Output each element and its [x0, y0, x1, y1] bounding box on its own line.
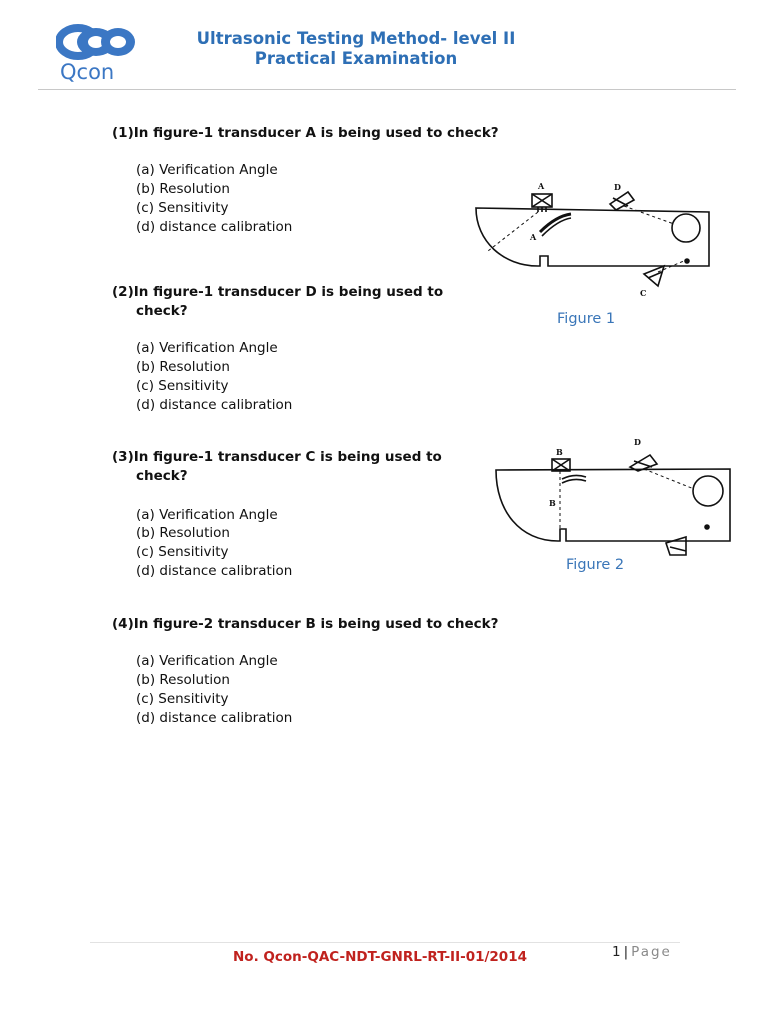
logo-text: Qcon: [60, 60, 115, 82]
document-code: No. Qcon-QAC-NDT-GNRL-RT-II-01/2014: [233, 949, 527, 965]
fig2-transducer-bottom: [666, 537, 686, 555]
fig1-hole: [672, 214, 700, 242]
question-1-text: (1)In figure-1 transducer A is being used to check?: [112, 125, 499, 141]
q3-option-c: (c) Sensitivity: [136, 544, 229, 560]
question-3-text: (3)In figure-1 transducer C is being used to: [112, 449, 442, 465]
fig1-test-block: [476, 208, 709, 266]
header-divider: [38, 89, 736, 90]
q2-option-b: (b) Resolution: [136, 359, 230, 375]
question-1: [112, 124, 499, 143]
fig2-reflector-arc: [562, 475, 586, 479]
question-2-text: (2)In figure-1 transducer D is being used to: [112, 284, 444, 300]
q1-option-c: (c) Sensitivity: [136, 200, 229, 216]
fig1-label-c: C: [640, 288, 647, 298]
q2-option-c: (c) Sensitivity: [136, 378, 229, 394]
q4-option-b: (b) Resolution: [136, 672, 230, 688]
fig2-label-b: B: [556, 447, 563, 457]
q1-option-a: (a) Verification Angle: [136, 162, 278, 178]
q4-option-c: (c) Sensitivity: [136, 691, 229, 707]
question-4: [112, 615, 498, 634]
fig1-reflector-arc: [540, 214, 571, 232]
fig1-transducer-d: [610, 192, 634, 210]
fig1-label-a-beam: A: [530, 232, 537, 242]
figure-1-caption: Figure 1: [557, 311, 616, 327]
figure-2-caption: Figure 2: [566, 557, 625, 573]
question-3: [112, 448, 442, 486]
question-2: [112, 283, 443, 321]
q1-option-b: (b) Resolution: [136, 181, 230, 197]
page-indicator: [612, 944, 672, 960]
q2-option-d: (d) distance calibration: [136, 397, 293, 413]
page-number: 1: [612, 944, 621, 960]
q4-option-a: (a) Verification Angle: [136, 653, 278, 669]
footer-divider: [90, 942, 680, 943]
q4-option-d: (d) distance calibration: [136, 710, 293, 726]
fig1-label-a: A: [538, 181, 545, 191]
q3-option-d: (d) distance calibration: [136, 563, 293, 579]
question-4-text: (4)In figure-2 transducer B is being used to check?: [112, 616, 499, 632]
q3-option-a: (a) Verification Angle: [136, 507, 278, 523]
fig2-beam-d: [644, 469, 694, 489]
question-2-text-cont: check?: [136, 303, 188, 319]
fig2-hole: [693, 476, 723, 506]
figure-1-diagram: [468, 176, 718, 306]
fig1-label-d: D: [614, 182, 621, 192]
fig1-beam-d: [624, 206, 674, 224]
q1-option-d: (d) distance calibration: [136, 219, 293, 235]
fig1-transducer-c: [644, 266, 664, 286]
fig2-label-b-beam: B: [549, 498, 556, 508]
page-subtitle: Practical Examination: [254, 49, 458, 68]
page-separator: |: [623, 944, 629, 960]
question-3-text-cont: check?: [136, 468, 188, 484]
fig2-test-block: [496, 469, 730, 541]
page-label: Page: [631, 944, 672, 960]
q2-option-a: (a) Verification Angle: [136, 340, 278, 356]
page-title: Ultrasonic Testing Method- level II: [196, 29, 516, 48]
qcon-logo: [56, 22, 140, 82]
fig2-label-d: D: [634, 437, 641, 447]
q3-option-b: (b) Resolution: [136, 525, 230, 541]
figure-2-diagram: [490, 433, 735, 558]
